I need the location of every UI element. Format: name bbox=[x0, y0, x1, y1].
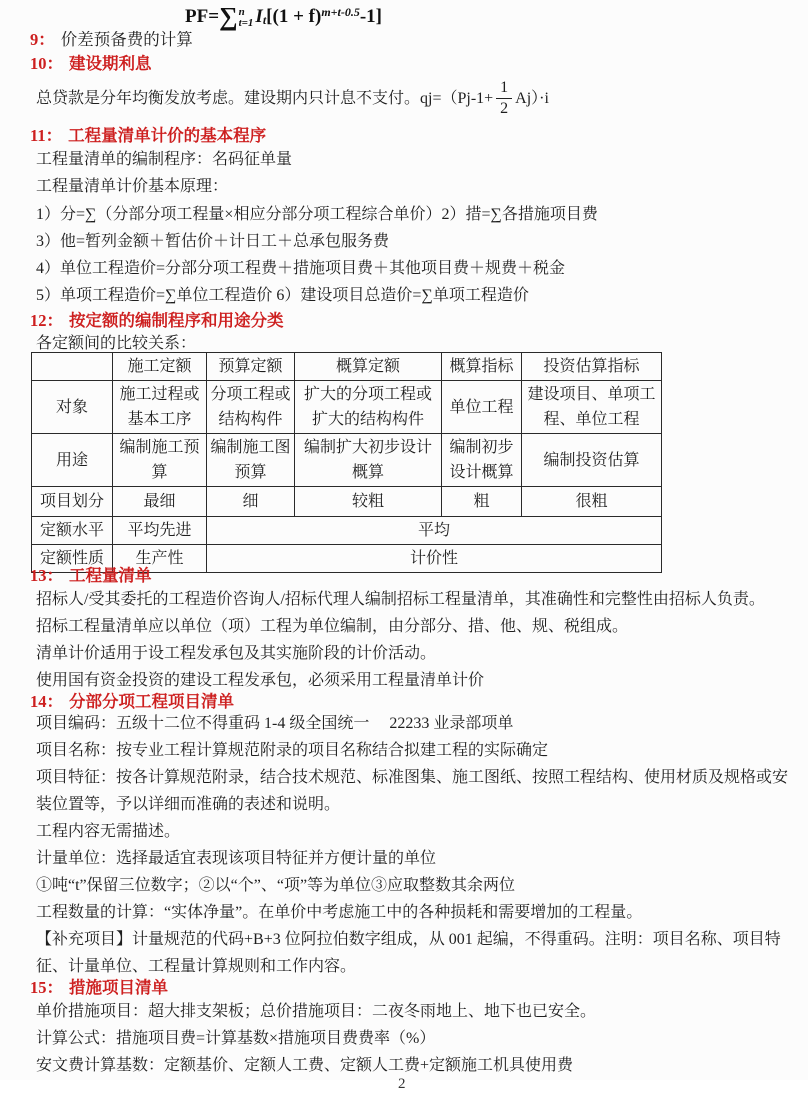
header-cell: 概算定额 bbox=[295, 353, 442, 381]
text-line: 项目名称：按专业工程计算规范附录的项目名称结合拟建工程的实际确定 bbox=[36, 742, 549, 759]
text-line: 5）单项工程造价=∑单位工程造价 6）建设项目总造价=∑单项工程造价 bbox=[36, 287, 529, 305]
table-row-level bbox=[32, 517, 662, 545]
table-cell-merged: 平均 bbox=[207, 517, 662, 545]
section-15-title: 措施项目清单 bbox=[69, 978, 168, 997]
text-line: 工程数量的计算：“实体净量”。在单价中考虑施工中的各种损耗和需要增加的工程量。 bbox=[36, 904, 643, 921]
section-9-title: 价差预备费的计算 bbox=[60, 30, 193, 49]
section-13-number: 13： bbox=[30, 566, 63, 585]
table-header-row bbox=[32, 353, 662, 381]
header-cell: 预算定额 bbox=[207, 353, 295, 381]
text-line: 单价措施项目：超大排支架板；总价措施项目：二夜冬雨地上、地下也已安全。 bbox=[36, 1003, 597, 1020]
table-intro: 各定额间的比较关系： bbox=[36, 335, 197, 352]
text-line: 4）单位工程造价=分部分项工程费＋措施项目费＋其他项目费＋规费＋税金 bbox=[36, 260, 566, 278]
text-line: 清单计价适用于设工程发承包及其实施阶段的计价活动。 bbox=[36, 645, 437, 662]
row-label: 对象 bbox=[32, 381, 113, 434]
formula-open: [(1 + f) bbox=[266, 6, 322, 27]
table-cell: 最细 bbox=[113, 487, 207, 517]
interest-text-pre: 总贷款是分年均衡发放考虑。建设期内只计息不支付。qj=（Pj-1+ bbox=[36, 89, 494, 107]
section-15-number: 15： bbox=[30, 978, 63, 997]
section-11-heading bbox=[30, 122, 266, 149]
table-cell: 施工过程或基本工序 bbox=[113, 381, 207, 434]
fraction-numerator: 1 bbox=[496, 78, 512, 99]
interest-text-post: Aj）·i bbox=[515, 89, 549, 107]
table-row-use bbox=[32, 434, 662, 487]
table-cell: 很粗 bbox=[522, 487, 662, 517]
page-number-digit: 2 bbox=[398, 1076, 406, 1092]
section-13-heading bbox=[30, 562, 152, 589]
text-line: 工程量清单的编制程序：名码征单量 bbox=[36, 151, 293, 168]
text-line: 使用国有资金投资的建设工程发承包，必须采用工程量清单计价 bbox=[36, 672, 485, 689]
section-11-title: 工程量清单计价的基本程序 bbox=[68, 126, 267, 145]
section-10-title: 建设期利息 bbox=[69, 54, 152, 73]
sigma-lower: t=1 bbox=[238, 17, 254, 29]
text-line: 安文费计算基数：定额基价、定额人工费、定额人工费+定额施工机具使用费 bbox=[36, 1057, 574, 1074]
text-line: 1）分=∑（分部分项工程量×相应分部分项工程综合单价）2）措=∑各措施项目费 bbox=[36, 205, 598, 223]
text-line: 计量单位：选择最适宜表现该项目特征并方便计量的单位 bbox=[36, 850, 437, 867]
section-15-body bbox=[36, 998, 798, 1079]
section-10-number: 10： bbox=[30, 54, 63, 73]
section-11-body bbox=[36, 146, 796, 310]
formula-pf: PF= bbox=[185, 6, 220, 27]
formula-exponent: m+t-0.5 bbox=[321, 5, 360, 19]
section-14-title: 分部分项工程项目清单 bbox=[69, 692, 234, 711]
quota-comparison-table bbox=[31, 352, 662, 573]
text-line: 招标人/受其委托的工程造价咨询人/招标代理人编制招标工程量清单，其准确性和完整性由招标人负责。 bbox=[36, 591, 765, 608]
row-label: 定额水平 bbox=[32, 517, 113, 545]
text-line: ①吨“t”保留三位数字；②以“个”、“项”等为单位③应取整数其余两位 bbox=[36, 877, 516, 894]
sigma-limits bbox=[239, 7, 254, 29]
table-row-division bbox=[32, 487, 662, 517]
row-label: 项目划分 bbox=[32, 487, 113, 517]
section-12-title: 按定额的编制程序和用途分类 bbox=[69, 311, 284, 330]
header-cell-empty bbox=[32, 353, 113, 381]
table-cell: 较粗 bbox=[295, 487, 442, 517]
section-11-number: 11： bbox=[30, 126, 63, 145]
table-cell: 编制施工图预算 bbox=[207, 434, 295, 487]
section-12-number: 12： bbox=[30, 311, 63, 330]
formula-var: I bbox=[255, 6, 263, 27]
table-cell-merged: 计价性 bbox=[207, 545, 662, 573]
table-cell: 细 bbox=[207, 487, 295, 517]
sigma-symbol: ∑ bbox=[219, 2, 238, 31]
sigma-upper: n bbox=[238, 6, 245, 18]
formula-var-sub: t bbox=[262, 13, 267, 27]
section-15-heading bbox=[30, 974, 168, 1001]
section-9-number: 9： bbox=[30, 30, 55, 49]
one-half-fraction bbox=[496, 78, 512, 119]
text-line: 招标工程量清单应以单位（项）工程为单位编制，由分部分、措、他、规、税组成。 bbox=[36, 618, 629, 635]
table-row-object bbox=[32, 381, 662, 434]
text-line: 项目特征：按各计算规范附录，结合技术规范、标准图集、施工图纸、按照工程结构、使用材质及规格或安装位置等，予以详细而准确的表述和说明。 bbox=[36, 769, 789, 813]
section-13-title: 工程量清单 bbox=[69, 566, 152, 585]
text-line: 工程内容无需描述。 bbox=[36, 823, 181, 840]
table-cell: 单位工程 bbox=[442, 381, 522, 434]
page-number bbox=[398, 1071, 412, 1092]
formula-close: -1] bbox=[359, 6, 382, 27]
table-cell: 分项工程或结构构件 bbox=[207, 381, 295, 434]
interest-paragraph bbox=[36, 72, 549, 124]
text-line: 工程量清单计价基本原理： bbox=[36, 178, 229, 196]
table-cell: 编制初步设计概算 bbox=[442, 434, 522, 487]
table-cell: 扩大的分项工程或扩大的结构构件 bbox=[295, 381, 442, 434]
header-cell: 投资估算指标 bbox=[522, 353, 662, 381]
section-9-heading bbox=[30, 26, 193, 53]
text-line: 计算公式：措施项目费=计算基数×措施项目费费率（%） bbox=[36, 1030, 436, 1047]
text-line: 项目编码：五级十二位不得重码 1-4 级全国统一 22233 业录部项单 bbox=[36, 715, 514, 732]
text-line: 3）他=暂列金额＋暂估价＋计日工＋总承包服务费 bbox=[36, 232, 390, 250]
header-cell: 施工定额 bbox=[113, 353, 207, 381]
table-cell: 编制投资估算 bbox=[522, 434, 662, 487]
table-cell: 编制施工预算 bbox=[113, 434, 207, 487]
price-diff-reserve-formula bbox=[185, 4, 382, 30]
table-cell: 建设项目、单项工程、单位工程 bbox=[522, 381, 662, 434]
table-cell: 生产性 bbox=[113, 545, 207, 573]
row-label: 用途 bbox=[32, 434, 113, 487]
text-line: 【补充项目】计量规范的代码+B+3 位阿拉伯数字组成，从 001 起编，不得重码。注明：项目名称、项目特征、计量单位、工程量计算规则和工作内容。 bbox=[36, 931, 781, 975]
table-cell: 粗 bbox=[442, 487, 522, 517]
section-13-body bbox=[36, 586, 798, 694]
section-14-number: 14： bbox=[30, 692, 63, 711]
table-cell: 编制扩大初步设计概算 bbox=[295, 434, 442, 487]
section-14-body bbox=[36, 710, 798, 980]
header-cell: 概算指标 bbox=[442, 353, 522, 381]
table-cell: 平均先进 bbox=[113, 517, 207, 545]
fraction-denominator: 2 bbox=[500, 99, 509, 117]
row-label: 定额性质 bbox=[32, 545, 113, 573]
